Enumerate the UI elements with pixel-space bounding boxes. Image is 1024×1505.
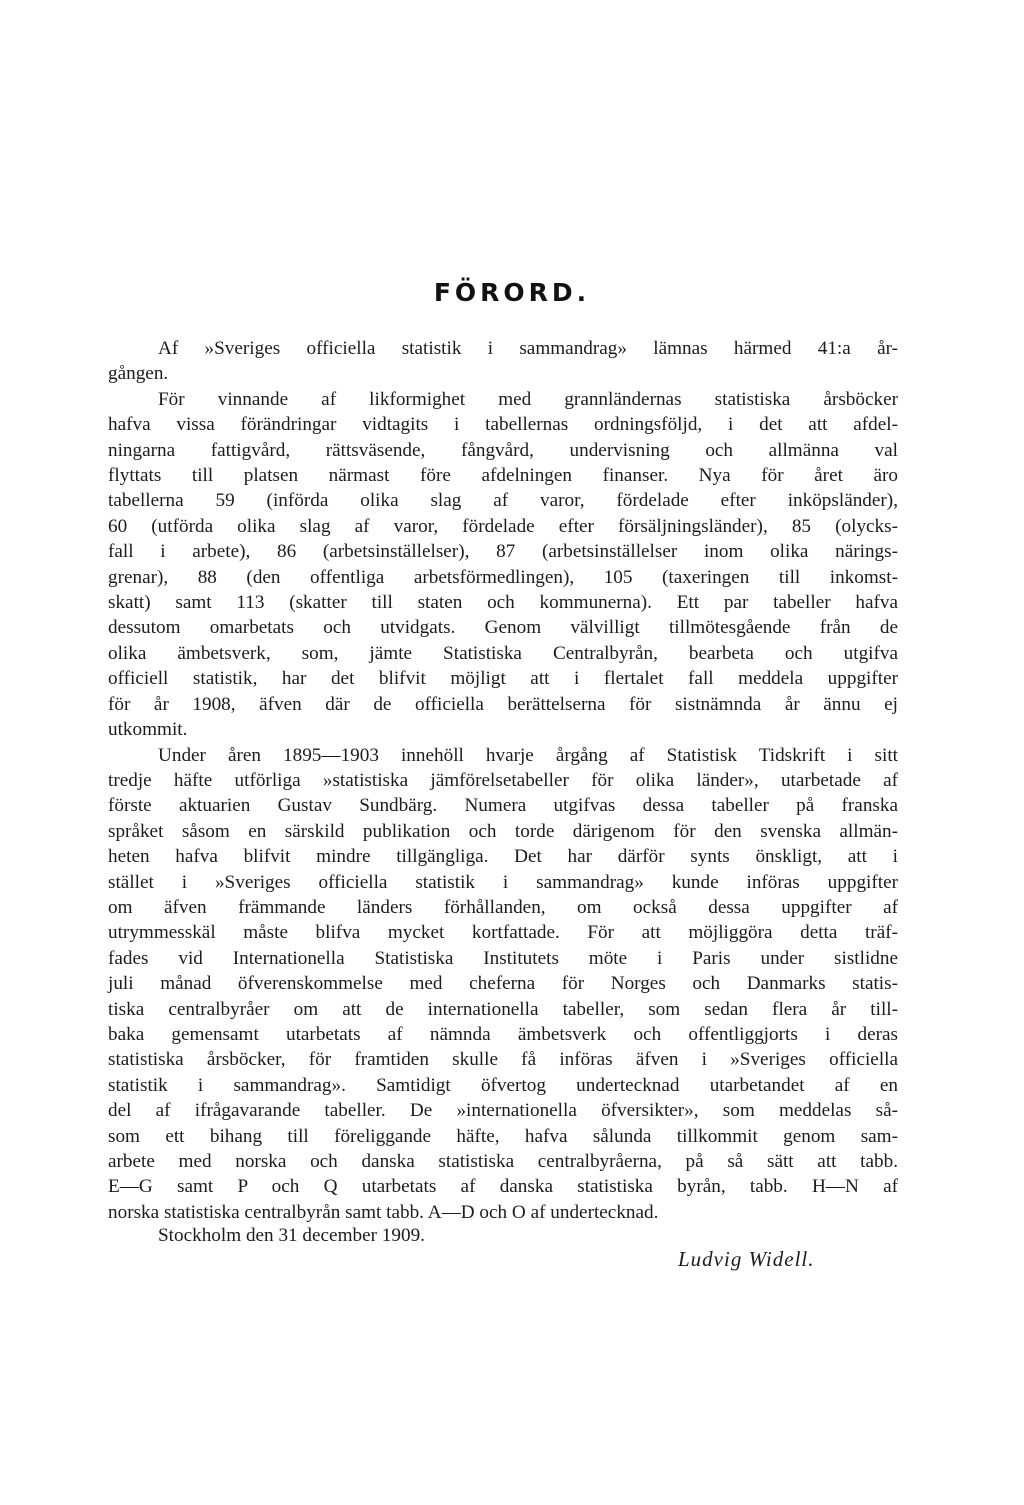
text-line: grenar), 88 (den offentliga arbetsförmedlingen), 105 (taxeringen till inkomst- — [108, 566, 898, 588]
text-line: officiell statistik, har det blifvit möjligt att i flertalet fall meddela uppgifter — [108, 668, 898, 690]
text-line: statistik i sammandrag». Samtidigt öfvertog undertecknad utarbetandet af en — [108, 1074, 898, 1096]
text-line: ningarna fattigvård, rättsväsende, fångvård, undervisning och allmänna val — [108, 439, 898, 461]
text-line: statistiska årsböcker, för framtiden skulle få införas äfven i »Sveriges officiella — [108, 1049, 898, 1071]
text-line: skatt) samt 113 (skatter till staten och kommunerna). Ett par tabeller hafva — [108, 592, 898, 614]
text-line: gången. — [108, 363, 169, 385]
preface-body — [108, 336, 898, 1225]
text-line: tredje häfte utförliga »statistiska jämförelsetabeller för olika länder», utarbetade af — [108, 769, 898, 791]
text-line: del af ifrågavarande tabeller. De »internationella öfversikter», som meddelas så- — [108, 1100, 898, 1122]
text-line: E—G samt P och Q utarbetats af danska statistiska byrån, tabb. H—N af — [108, 1176, 898, 1198]
page-title: FÖRORD. — [433, 278, 591, 307]
text-line: flyttats till platsen närmast före afdelningen finanser. Nya för året äro — [108, 465, 898, 487]
text-line: arbete med norska och danska statistiska centralbyråerna, på så sätt att tabb. — [108, 1151, 898, 1172]
text-line: hafva vissa förändringar vidtagits i tabellernas ordningsföljd, i det att afdel- — [108, 414, 898, 436]
text-line: heten hafva blifvit mindre tillgängliga. Det har därför synts önskligt, att i — [108, 846, 898, 868]
text-line: För vinnande af likformighet med grannländernas statistiska årsböcker — [158, 388, 898, 410]
place-date: Stockholm den 31 december 1909. — [158, 1225, 425, 1246]
text-line: Af »Sveriges officiella statistik i sammandrag» lämnas härmed 41:a år- — [158, 338, 898, 359]
signature: Ludvig Widell. — [678, 1247, 815, 1271]
text-line: olika ämbetsverk, som, jämte Statistiska Centralbyrån, bearbeta och utgifva — [108, 642, 898, 664]
text-line: utkommit. — [108, 719, 188, 741]
text-line: förste aktuarien Gustav Sundbärg. Numera utgifvas dessa tabeller på franska — [108, 795, 898, 817]
text-line: som ett bihang till föreliggande häfte, hafva sålunda tillkommit genom sam- — [108, 1125, 898, 1147]
text-line: utrymmesskäl måste blifva mycket kortfattade. För att möjliggöra detta träf- — [108, 922, 898, 944]
text-line: juli månad öfverenskommelse med cheferna för Norges och Danmarks statis- — [108, 973, 898, 995]
text-line: Under åren 1895—1903 innehöll hvarje årgång af Statistisk Tidskrift i sitt — [158, 744, 898, 766]
text-line: tabellerna 59 (införda olika slag af varor, fördelade efter inköpsländer), — [108, 490, 898, 512]
text-line: fades vid Internationella Statistiska Institutets möte i Paris under sistlidne — [108, 947, 898, 969]
text-line: språket såsom en särskild publikation och torde därigenom för den svenska allmän- — [108, 820, 898, 842]
text-line: fall i arbete), 86 (arbetsinställelser), 87 (arbetsinställelser inom olika närings- — [108, 541, 898, 563]
text-line: för år 1908, äfven där de officiella berättelserna för sistnämnda år ännu ej — [108, 693, 898, 715]
text-line: om äfven främmande länders förhållanden, om också dessa uppgifter af — [108, 896, 898, 918]
text-line: stället i »Sveriges officiella statistik i sammandrag» kunde införas uppgifter — [108, 871, 898, 893]
text-line: tiska centralbyråer om att de internationella tabeller, som sedan flera år till- — [108, 998, 898, 1020]
text-line: baka gemensamt utarbetats af nämnda ämbetsverk och offentliggjorts i deras — [108, 1023, 898, 1045]
text-line: dessutom omarbetats och utvidgats. Genom välvilligt tillmötesgående från de — [108, 617, 898, 639]
text-line: norska statistiska centralbyrån samt tabb. A—D och O af undertecknad. — [108, 1201, 659, 1223]
text-line: 60 (utförda olika slag af varor, fördelade efter försäljningsländer), 85 (olycks- — [108, 515, 898, 537]
